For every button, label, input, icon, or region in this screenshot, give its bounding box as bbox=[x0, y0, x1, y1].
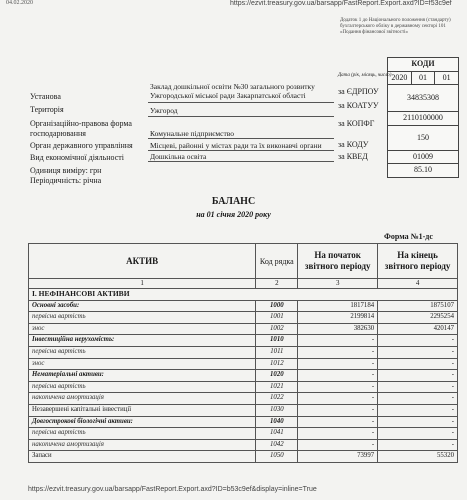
field-value-activity: Дошкільна освіта bbox=[150, 152, 207, 161]
table-row bbox=[29, 346, 458, 358]
row-start-value: - bbox=[298, 370, 378, 382]
row-code: 1041 bbox=[256, 428, 298, 440]
field-label-gov-body: Орган державного управління bbox=[30, 141, 133, 150]
document-title: БАЛАНС bbox=[211, 196, 256, 207]
table-row bbox=[29, 335, 458, 347]
row-name: знос bbox=[29, 323, 256, 335]
section-row bbox=[29, 289, 458, 301]
row-end-value: 1875107 bbox=[378, 300, 458, 312]
row-name: знос bbox=[29, 358, 256, 370]
annex-note-line: Додаток 1 до Національного положення (стандарту) bbox=[340, 18, 451, 23]
row-end-value: 55320 bbox=[378, 451, 458, 463]
periodicity-label: Періодичність: річна bbox=[30, 176, 102, 185]
code-edrpou: 34835308 bbox=[388, 84, 458, 111]
rule bbox=[148, 150, 334, 151]
field-value-territory: Ужгород bbox=[150, 106, 178, 115]
print-url: https://ezvit.treasury.gov.ua/barsapp/FastReport.Export.axd?ID=f53c9ef bbox=[230, 0, 452, 7]
row-start-value: - bbox=[298, 393, 378, 405]
col-header-code: Код рядка bbox=[256, 244, 298, 279]
field-value-institution: Заклад дошкільної освіти №30 загального розвитку Ужгородської міської ради Закарпатської області bbox=[150, 82, 315, 100]
row-start-value: - bbox=[298, 428, 378, 440]
date-label: Дата (рік, місяць, число) bbox=[338, 73, 392, 78]
rule bbox=[148, 102, 334, 103]
annex-note-line: «Подання фінансової звітності» bbox=[340, 30, 409, 35]
row-end-value: - bbox=[378, 346, 458, 358]
row-code: 1011 bbox=[256, 346, 298, 358]
row-code: 1012 bbox=[256, 358, 298, 370]
codes-day: 01 bbox=[434, 72, 458, 85]
row-code: 1010 bbox=[256, 335, 298, 347]
table-row bbox=[29, 404, 458, 416]
row-code: 1001 bbox=[256, 312, 298, 324]
row-name: накопичена амортизація bbox=[29, 439, 256, 451]
row-start-value: 1817184 bbox=[298, 300, 378, 312]
codes-month: 01 bbox=[411, 72, 435, 85]
codes-year: 2020 bbox=[391, 72, 408, 82]
table-row bbox=[29, 451, 458, 463]
row-start-value: 382630 bbox=[298, 323, 378, 335]
annex-note bbox=[340, 18, 451, 36]
code-label-koatuu: за КОАТУУ bbox=[338, 101, 379, 110]
table-row bbox=[29, 439, 458, 451]
col-header-end: На кінець звітного періоду bbox=[378, 244, 458, 279]
field-label-territory: Територія bbox=[30, 105, 64, 114]
table-index-row bbox=[29, 279, 458, 289]
col-header-asset: АКТИВ bbox=[29, 244, 256, 279]
row-start-value: 73997 bbox=[298, 451, 378, 463]
field-label-activity: Вид економічної діяльності bbox=[30, 153, 125, 162]
row-end-value: 2295254 bbox=[378, 312, 458, 324]
units-label: Одиниця виміру: грн bbox=[30, 166, 102, 175]
index-cell: 1 bbox=[29, 279, 256, 289]
section-title: І. НЕФІНАНСОВІ АКТИВИ bbox=[29, 289, 458, 301]
table-row bbox=[29, 393, 458, 405]
row-code: 1020 bbox=[256, 370, 298, 382]
field-label-org-form: Організаційно-правова форма господарювання bbox=[30, 119, 132, 138]
balance-table bbox=[28, 243, 458, 463]
table-header-row bbox=[29, 244, 458, 279]
code-kodu: 01009 bbox=[388, 150, 458, 164]
code-label-kodu: за КОДУ bbox=[338, 140, 369, 149]
col-header-start: На початок звітного періоду bbox=[298, 244, 378, 279]
row-name: первісна вартість bbox=[29, 346, 256, 358]
row-name: первісна вартість bbox=[29, 381, 256, 393]
table-row bbox=[29, 428, 458, 440]
row-start-value: - bbox=[298, 439, 378, 451]
code-kopfg: 150 bbox=[388, 125, 458, 150]
row-code: 1000 bbox=[256, 300, 298, 312]
row-end-value: - bbox=[378, 381, 458, 393]
row-code: 1030 bbox=[256, 404, 298, 416]
row-end-value: - bbox=[378, 404, 458, 416]
table-row bbox=[29, 381, 458, 393]
table-row bbox=[29, 312, 458, 324]
row-start-value: - bbox=[298, 346, 378, 358]
table-row bbox=[29, 358, 458, 370]
row-code: 1022 bbox=[256, 393, 298, 405]
rule bbox=[148, 116, 334, 117]
row-name: Незавершені капітальні інвестиції bbox=[29, 404, 256, 416]
row-start-value: 2199814 bbox=[298, 312, 378, 324]
row-name: Нематеріальні активи: bbox=[29, 370, 256, 382]
row-name: Інвестиційна нерухомість: bbox=[29, 335, 256, 347]
row-name: Запаси bbox=[29, 451, 256, 463]
codes-box bbox=[387, 57, 459, 178]
row-start-value: - bbox=[298, 381, 378, 393]
code-label-kved: за КВЕД bbox=[338, 152, 368, 161]
rule bbox=[148, 161, 334, 162]
row-start-value: - bbox=[298, 335, 378, 347]
print-date: 04.02.2020 bbox=[6, 0, 33, 6]
index-cell: 4 bbox=[378, 279, 458, 289]
rule bbox=[148, 138, 334, 139]
field-value-org-form: Комунальне підприємство bbox=[150, 129, 235, 138]
row-name: первісна вартість bbox=[29, 428, 256, 440]
form-number: Форма №1-дс bbox=[384, 232, 433, 241]
table-body bbox=[29, 300, 458, 462]
table-row bbox=[29, 370, 458, 382]
row-name: Довгострокові біологічні активи: bbox=[29, 416, 256, 428]
document-subtitle: на 01 січня 2020 року bbox=[196, 210, 271, 219]
table-row bbox=[29, 300, 458, 312]
row-start-value: - bbox=[298, 404, 378, 416]
row-code: 1050 bbox=[256, 451, 298, 463]
row-name: Основні засоби: bbox=[29, 300, 256, 312]
row-end-value: - bbox=[378, 358, 458, 370]
row-end-value: - bbox=[378, 439, 458, 451]
row-end-value: - bbox=[378, 335, 458, 347]
row-start-value: - bbox=[298, 416, 378, 428]
code-kved: 85.10 bbox=[388, 163, 458, 177]
row-code: 1042 bbox=[256, 439, 298, 451]
row-name: накопичена амортизація bbox=[29, 393, 256, 405]
row-end-value: 420147 bbox=[378, 323, 458, 335]
code-koatuu: 2110100000 bbox=[388, 111, 458, 125]
annex-note-line: бухгалтерського обліку в державному секторі 101 bbox=[340, 24, 446, 29]
code-label-edrpou: за ЄДРПОУ bbox=[338, 87, 379, 96]
index-cell: 2 bbox=[256, 279, 298, 289]
field-value-gov-body: Місцеві, районні у містах ради та їх виконавчі органи bbox=[150, 141, 322, 150]
row-end-value: - bbox=[378, 428, 458, 440]
table-row bbox=[29, 323, 458, 335]
row-end-value: - bbox=[378, 370, 458, 382]
row-start-value: - bbox=[298, 358, 378, 370]
index-cell: 3 bbox=[298, 279, 378, 289]
row-end-value: - bbox=[378, 416, 458, 428]
row-code: 1002 bbox=[256, 323, 298, 335]
code-label-kopfg: за КОПФГ bbox=[338, 119, 375, 128]
codes-header: КОДИ bbox=[411, 59, 435, 68]
codes-date bbox=[388, 71, 458, 85]
footer-url: https://ezvit.treasury.gov.ua/barsapp/FastReport.Export.axd?ID=b53c9ef&display=inline=True bbox=[28, 486, 317, 493]
row-code: 1021 bbox=[256, 381, 298, 393]
row-name: первісна вартість bbox=[29, 312, 256, 324]
row-end-value: - bbox=[378, 393, 458, 405]
row-code: 1040 bbox=[256, 416, 298, 428]
table-row bbox=[29, 416, 458, 428]
field-label-institution: Установа bbox=[30, 92, 61, 101]
